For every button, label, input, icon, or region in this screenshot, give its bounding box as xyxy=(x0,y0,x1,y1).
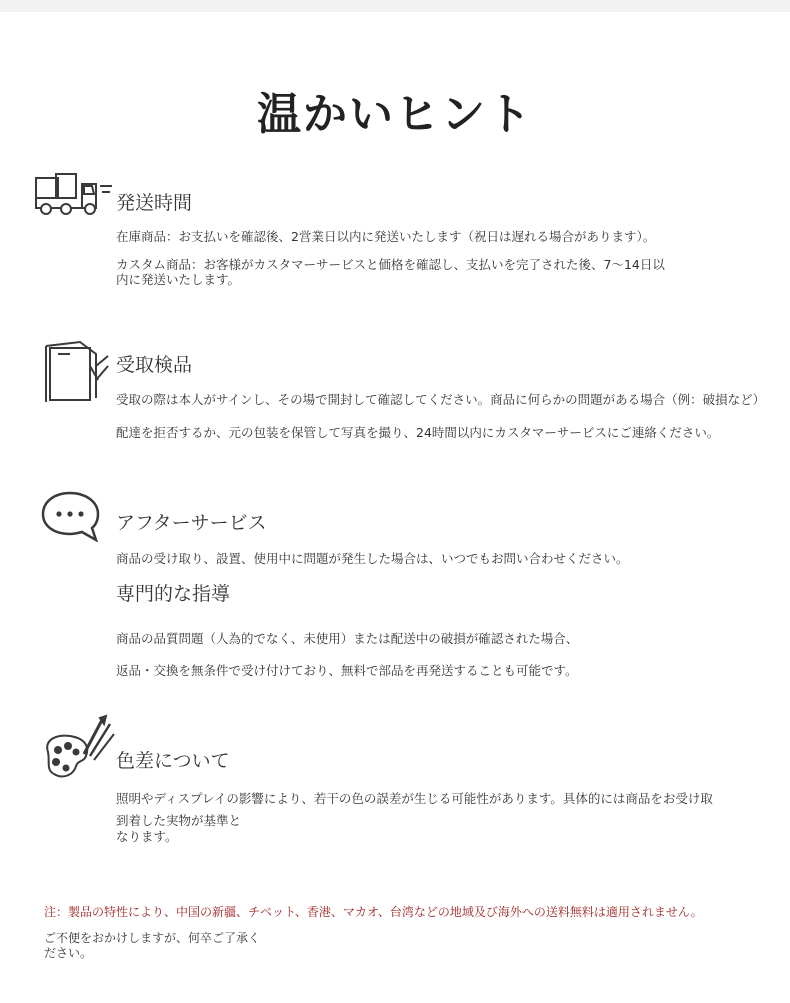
section-heading-after-service: アフターサービス xyxy=(116,512,267,534)
apology-note-line2: ださい。 xyxy=(44,946,93,960)
color-text-3: なります。 xyxy=(116,829,178,844)
inspection-text-2: 配達を拒否するか、元の包装を保管して写真を撮り、24時間以内にカスタマーサービスにご連絡ください。 xyxy=(116,425,720,440)
package-box-icon xyxy=(40,336,112,410)
page-title: 温かいヒント xyxy=(257,89,533,140)
guidance-text-2: 返品・交換を無条件で受け付けており、無料で部品を再発送することも可能です。 xyxy=(116,663,578,678)
shipping-text-3: 内に発送いたします。 xyxy=(116,272,241,287)
delivery-truck-icon xyxy=(34,172,114,222)
color-text-1: 照明やディスプレイの影響により、若干の色の誤差が生じる可能性があります。具体的には商品をお受け取 xyxy=(116,791,713,806)
section-heading-color-difference: 色差について xyxy=(116,750,230,772)
section-heading-shipping: 発送時間 xyxy=(116,192,193,214)
inspection-text-1: 受取の際は本人がサインし、その場で開封して確認してください。商品に何らかの問題がある場合（例：破損など） xyxy=(116,392,766,407)
top-strip xyxy=(0,0,790,12)
shipping-text-1: 在庫商品：お支払いを確認後、2営業日以内に発送いたします（祝日は遅れる場合があります）。 xyxy=(116,229,656,244)
shipping-exclusion-note: 注：製品の特性により、中国の新疆、チベット、香港、マカオ、台湾などの地域及び海外への送料無料は適用されません。 xyxy=(44,905,703,919)
paint-palette-icon xyxy=(40,714,116,786)
shipping-text-2: カスタム商品：お客様がカスタマーサービスと価格を確認し、支払いを完了された後、7〜14日以 xyxy=(116,257,665,272)
guidance-text-1: 商品の品質問題（人為的でなく、未使用）または配送中の破損が確認された場合、 xyxy=(116,631,579,646)
chat-bubble-icon xyxy=(40,490,102,546)
apology-note-line1: ご不便をおかけしますが、何卒ご了承く xyxy=(44,931,261,945)
section-heading-inspection: 受取検品 xyxy=(116,354,193,376)
color-text-2: 到着した実物が基準と xyxy=(116,813,242,828)
after-service-text-1: 商品の受け取り、設置、使用中に問題が発生した場合は、いつでもお問い合わせください。 xyxy=(116,551,629,566)
section-heading-guidance: 専門的な指導 xyxy=(116,583,231,605)
